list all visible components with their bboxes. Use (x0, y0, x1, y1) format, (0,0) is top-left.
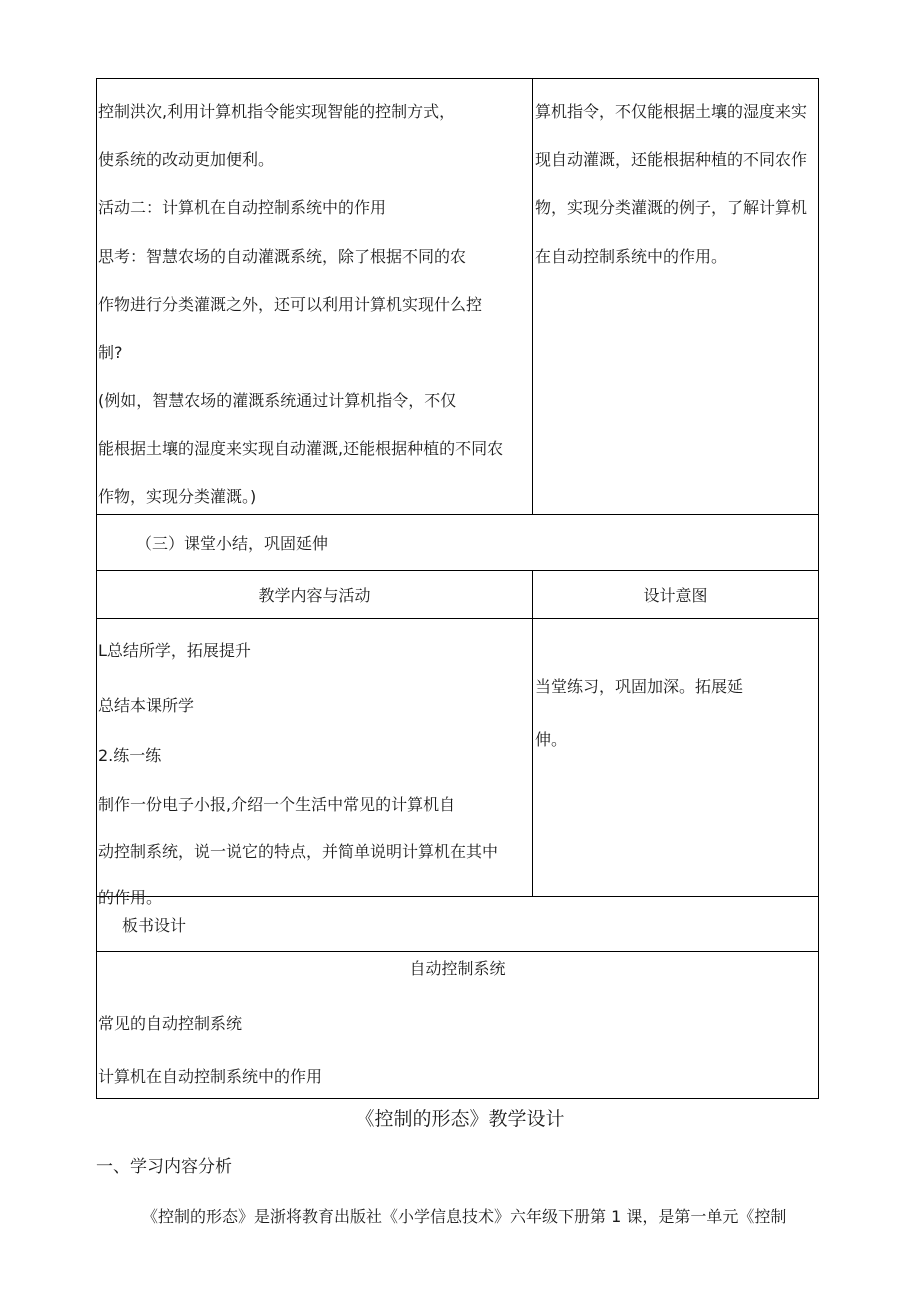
table-column-divider-top (532, 78, 533, 514)
column-header-content: 教学内容与活动 (258, 586, 371, 605)
column-header-intent: 设计意图 (643, 586, 708, 605)
table-row-divider (96, 570, 819, 571)
activity-text-line: 控制洪次,利用计算机指令能实现智能的控制方式， (98, 102, 456, 121)
activity-text-line: 使系统的改动更加便利。 (98, 150, 275, 169)
table-border-top (96, 78, 819, 79)
board-design-label: 板书设计 (122, 916, 187, 935)
summary-content-cell (97, 619, 532, 907)
design-intent-line: 算机指令，不仅能根据土壤的湿度来实 (535, 102, 808, 121)
summary-item: 动控制系统，说一说它的特点，并简单说明计算机在其中 (98, 842, 499, 861)
activity-text-line: 思考：智慧农场的自动灌溉系统，除了根据不同的农 (98, 247, 467, 266)
table-border-right (818, 78, 819, 1099)
section-heading: 一、学习内容分析 (96, 1157, 232, 1177)
design-intent-line: 现自动灌溉，还能根据种植的不同农作 (535, 150, 808, 169)
summary-item: 2.练一练 (98, 746, 162, 765)
activity-heading: 活动二：计算机在自动控制系统中的作用 (98, 198, 387, 217)
activity-text-line: 能根据土壤的湿度来实现自动灌溉,还能根据种植的不同农 (98, 439, 504, 458)
table-row-divider (96, 951, 819, 952)
activity-text-line: 制? (98, 343, 123, 362)
board-item: 常见的自动控制系统 (98, 1014, 243, 1033)
summary-item: 制作一份电子小报,介绍一个生活中常见的计算机自 (98, 795, 456, 814)
table-row-divider (96, 514, 819, 515)
activity-text-line: 作物，实现分类灌溉。) (98, 487, 257, 506)
design-intent-line: 物，实现分类灌溉的例子，了解计算机 (535, 198, 808, 217)
design-intent-line: 伸。 (535, 730, 568, 749)
design-intent-line: 当堂练习，巩固加深。拓展延 (535, 677, 744, 696)
board-title: 自动控制系统 (409, 959, 506, 978)
design-intent-line: 在自动控制系统中的作用。 (535, 247, 728, 266)
activity-text-line: 作物进行分类灌溉之外，还可以利用计算机实现什么控 (98, 295, 483, 314)
board-item: 计算机在自动控制系统中的作用 (98, 1067, 323, 1086)
table-row-divider (96, 896, 819, 897)
summary-item: L总结所学，拓展提升 (98, 641, 251, 660)
table-border-bottom (96, 1098, 819, 1099)
activity-text-line: (例如，智慧农场的灌溉系统通过计算机指令，不仅 (98, 391, 457, 410)
section-heading: （三）课堂小结，巩固延伸 (136, 534, 329, 553)
document-title: 《控制的形态》教学设计 (355, 1108, 565, 1130)
summary-item: 总结本课所学 (98, 696, 195, 715)
summary-item: 的作用。 (98, 888, 163, 907)
body-paragraph: 《控制的形态》是浙将教育出版社《小学信息技术》六年级下册第 1 课，是第一单元《控制 (142, 1207, 787, 1226)
